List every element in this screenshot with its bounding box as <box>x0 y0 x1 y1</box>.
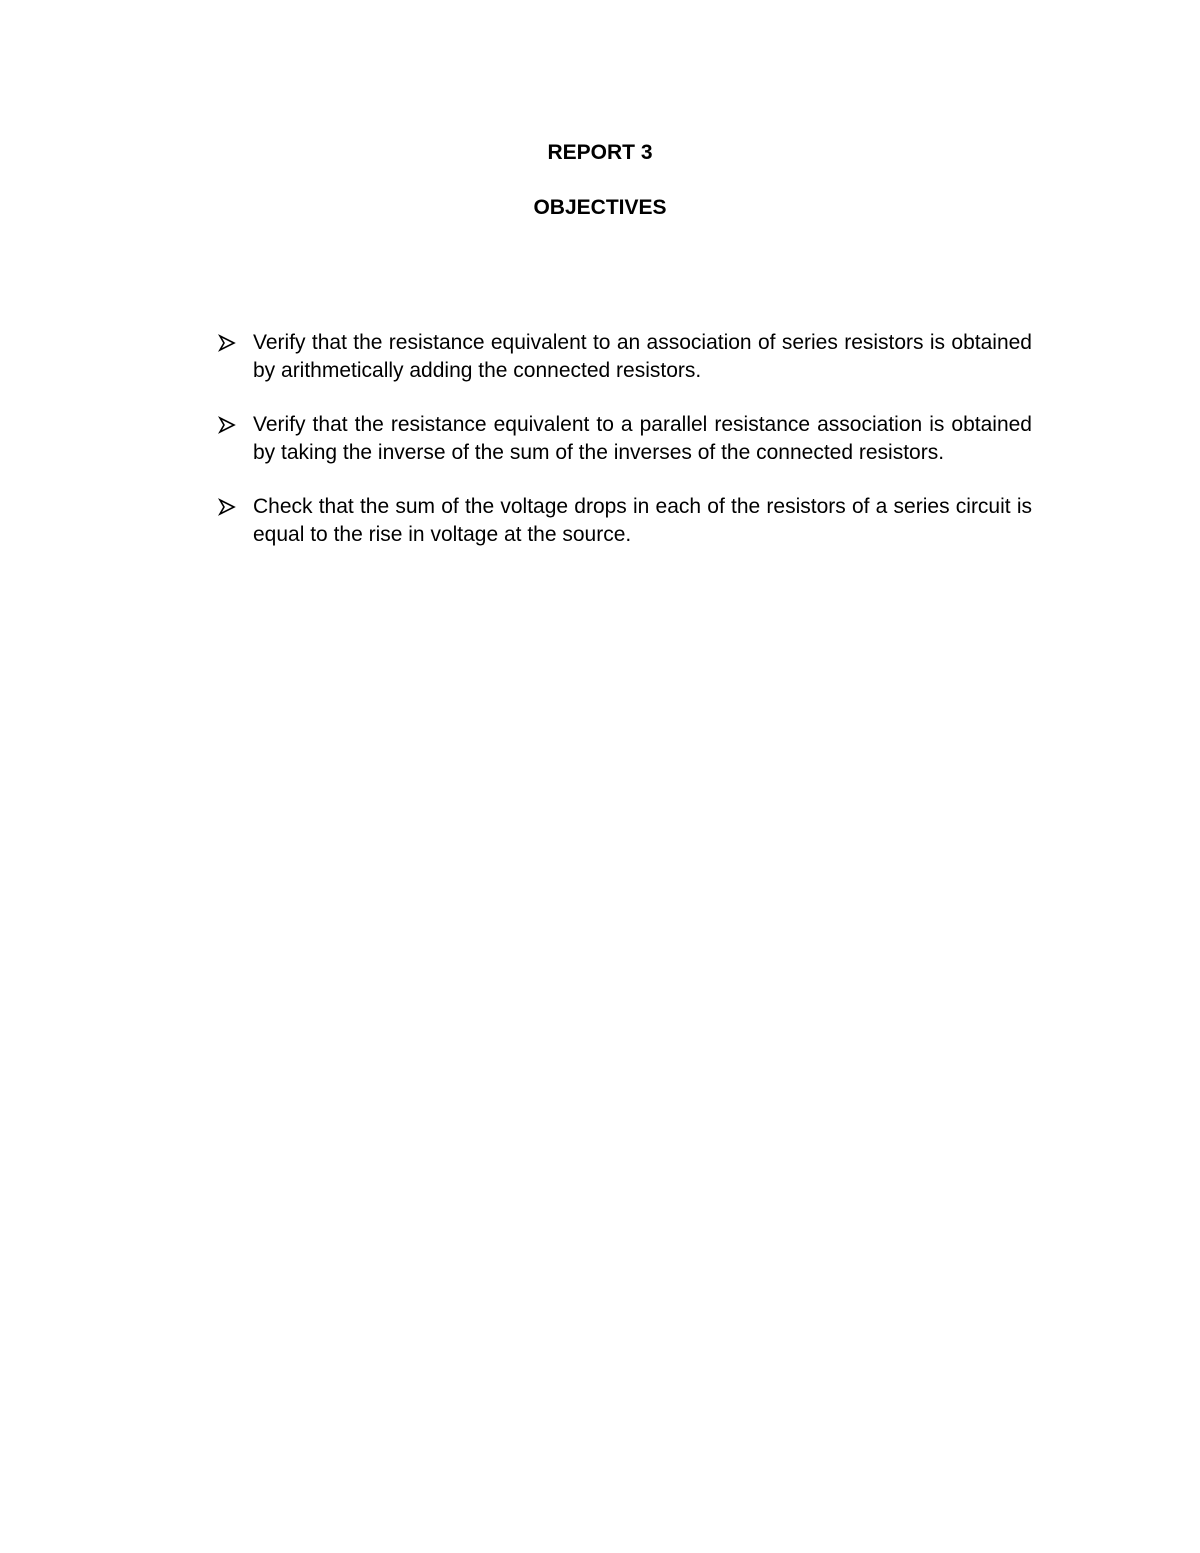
objective-text: Verify that the resistance equivalent to a parallel resistance association is obtained by taking the inverse of the sum of the inverses of the connected resistors. <box>253 413 1032 464</box>
objective-text: Check that the sum of the voltage drops in each of the resistors of a series circuit is equal to the rise in voltage at the source. <box>253 495 1032 546</box>
objectives-heading: OBJECTIVES <box>533 196 667 219</box>
arrowhead-bullet-icon <box>216 411 238 439</box>
arrowhead-bullet-icon <box>216 329 238 357</box>
objective-item <box>216 329 1032 385</box>
objective-item <box>216 411 1032 467</box>
objective-item <box>216 493 1032 549</box>
objectives-list <box>216 329 1032 575</box>
report-title: REPORT 3 <box>547 141 653 164</box>
arrowhead-bullet-icon <box>216 493 238 521</box>
objective-text: Verify that the resistance equivalent to an association of series resistors is obtained by arithmetically adding the connected resistors. <box>253 331 1032 382</box>
